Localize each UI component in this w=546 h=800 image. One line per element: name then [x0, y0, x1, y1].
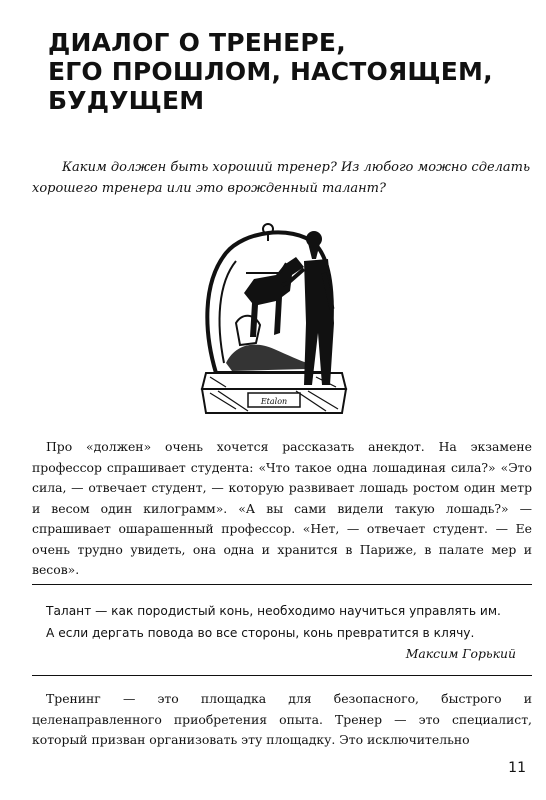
- epigraph-line: Талант — как породистый конь, необходимо научиться управлять им.: [46, 604, 501, 618]
- chapter-title: [48, 28, 518, 115]
- epigraph-bottom-rule: [32, 675, 532, 676]
- training-paragraph: Тренинг — это площадка для безопасного, быстрого и целенаправленного приобретения опыта. Тренер — это специалист, который призван организовать эту площадку. Это исключительно: [32, 691, 532, 747]
- pedestal-label: Etalon: [260, 397, 288, 406]
- epigraph: [46, 600, 526, 644]
- epigraph-author: Максим Горький: [405, 646, 516, 661]
- epigraph-line: А если дергать повода во все стороны, конь превратится в клячу.: [46, 626, 475, 640]
- horse-under-glass-illustration: [196, 213, 356, 421]
- anecdote-paragraph: Про «должен» очень хочется рассказать анекдот. На экзамене профессор спрашивает студента: «Что такое одна лошадиная сила?» «Это сила, — отвечает студент, — которую развивает лошадь ростом один метр и весом один килограмм». «А вы сами видели такую лошадь?» — спрашивает ошарашенный профессор. «Нет, — отвечает студент. — Ее очень трудно увидеть, она одна и хранится в Париже, в палате мер и весов».: [32, 439, 532, 577]
- page-number: 11: [508, 760, 526, 776]
- chapter-title-line: БУДУЩЕМ: [48, 86, 205, 115]
- question-paragraph: Каким должен быть хороший тренер? Из любого можно сделать хорошего тренера или это врожденный талант?: [32, 160, 531, 196]
- epigraph-top-rule: [32, 584, 532, 585]
- chapter-title-line: ЕГО ПРОШЛОМ, НАСТОЯЩЕМ,: [48, 57, 493, 86]
- chapter-title-line: ДИАЛОГ О ТРЕНЕРЕ,: [48, 28, 346, 57]
